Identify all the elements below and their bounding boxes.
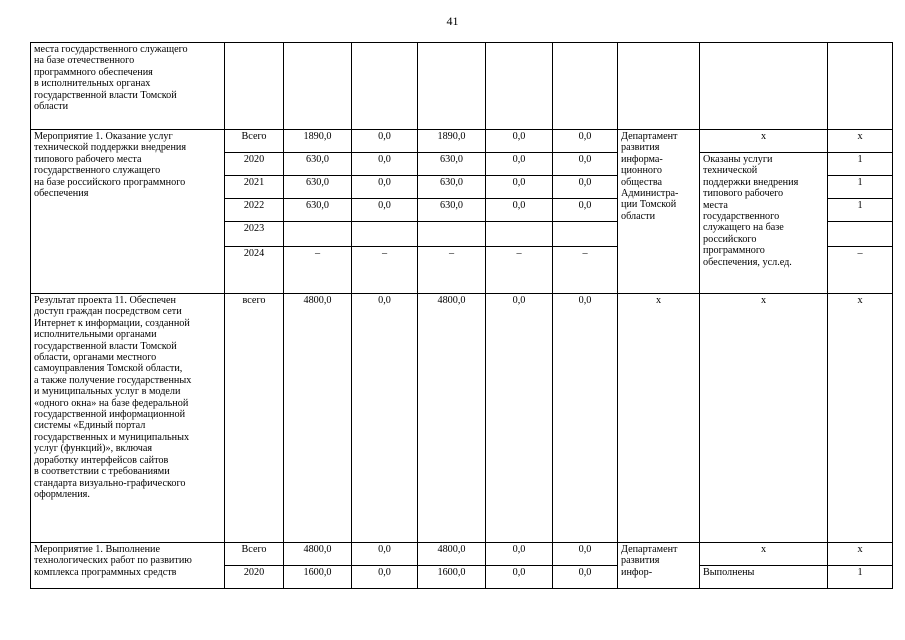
- other-cell: 0,0: [553, 153, 618, 176]
- total-cell: 1600,0: [284, 566, 352, 589]
- measure-name: места государственного служащего на базе отечественного программного обеспечения в исполнительных органах государственной власти Томской области: [31, 43, 225, 130]
- federal-cell: 0,0: [352, 294, 418, 543]
- year-cell: 2022: [225, 199, 284, 222]
- year-cell: 2023: [225, 222, 284, 247]
- total-cell: [284, 222, 352, 247]
- regional-cell: 4800,0: [418, 543, 486, 566]
- year-cell: Всего: [225, 130, 284, 153]
- regional-cell: 630,0: [418, 176, 486, 199]
- federal-cell: [352, 222, 418, 247]
- value-cell: [828, 222, 893, 247]
- federal-cell: 0,0: [352, 153, 418, 176]
- local-cell: 0,0: [486, 153, 553, 176]
- other-cell: 0,0: [553, 199, 618, 222]
- indicator-cell: Оказаны услуги технической поддержки внедрения типового рабочего места государственного служащего на базе российского программного обеспечения, усл.ед.: [700, 153, 828, 294]
- table-row: [31, 543, 893, 566]
- local-cell: –: [486, 247, 553, 294]
- year-cell: всего: [225, 294, 284, 543]
- regional-cell: –: [418, 247, 486, 294]
- table-row: [31, 130, 893, 153]
- other-cell: 0,0: [553, 130, 618, 153]
- local-cell: 0,0: [486, 176, 553, 199]
- local-cell: 0,0: [486, 566, 553, 589]
- federal-cell: 0,0: [352, 130, 418, 153]
- other-cell: 0,0: [553, 176, 618, 199]
- value-cell: x: [828, 543, 893, 566]
- federal-cell: 0,0: [352, 543, 418, 566]
- year-cell: 2024: [225, 247, 284, 294]
- other-cell: 0,0: [553, 566, 618, 589]
- regional-cell: [418, 222, 486, 247]
- total-cell: 630,0: [284, 153, 352, 176]
- table-row: [31, 43, 893, 130]
- federal-cell: –: [352, 247, 418, 294]
- federal-cell: 0,0: [352, 199, 418, 222]
- federal-cell: 0,0: [352, 176, 418, 199]
- other-cell: 0,0: [553, 294, 618, 543]
- local-cell: 0,0: [486, 294, 553, 543]
- regional-cell: 630,0: [418, 199, 486, 222]
- other-cell: –: [553, 247, 618, 294]
- indicator-cell: x: [700, 130, 828, 153]
- executor-cell: x: [618, 294, 700, 543]
- local-cell: 0,0: [486, 130, 553, 153]
- year-cell: Всего: [225, 543, 284, 566]
- total-cell: 630,0: [284, 199, 352, 222]
- local-cell: 0,0: [486, 199, 553, 222]
- year-cell: 2020: [225, 566, 284, 589]
- indicator-cell: Выполнены: [700, 566, 828, 589]
- indicator-cell: x: [700, 543, 828, 566]
- measure-name: Мероприятие 1. Оказание услуг технической поддержки внедрения типового рабочего места государственного служащего на базе российского программного обеспечения: [31, 130, 225, 294]
- local-cell: [486, 222, 553, 247]
- program-table: [30, 42, 893, 589]
- measure-name: Мероприятие 1. Выполнение технологических работ по развитию комплекса программных средств: [31, 543, 225, 589]
- value-cell: 1: [828, 153, 893, 176]
- other-cell: [553, 222, 618, 247]
- total-cell: 630,0: [284, 176, 352, 199]
- executor-cell: Департамент развития информа- ционного общества Администра- ции Томской области: [618, 130, 700, 294]
- value-cell: –: [828, 247, 893, 294]
- value-cell: 1: [828, 566, 893, 589]
- regional-cell: 4800,0: [418, 294, 486, 543]
- indicator-cell: x: [700, 294, 828, 543]
- federal-cell: 0,0: [352, 566, 418, 589]
- result-name: Результат проекта 11. Обеспечен доступ граждан посредством сети Интернет к информации, созданной исполнительными органами государственной власти Томской области, органами местного самоуправления Томской области, а также получение государственных и муниципальных услуг в модели «одного окна» на базе федеральной государственной информационной системы «Единый портал государственных и муниципальных услуг (функций)», включая доработку интерфейсов сайтов в соответствии с требованиями стандарта визуально-графического оформления.: [31, 294, 225, 543]
- value-cell: x: [828, 294, 893, 543]
- other-cell: 0,0: [553, 543, 618, 566]
- value-cell: 1: [828, 199, 893, 222]
- total-cell: 1890,0: [284, 130, 352, 153]
- regional-cell: 630,0: [418, 153, 486, 176]
- total-cell: 4800,0: [284, 294, 352, 543]
- total-cell: 4800,0: [284, 543, 352, 566]
- total-cell: –: [284, 247, 352, 294]
- value-cell: 1: [828, 176, 893, 199]
- value-cell: x: [828, 130, 893, 153]
- year-cell: 2021: [225, 176, 284, 199]
- regional-cell: 1600,0: [418, 566, 486, 589]
- table-row: [31, 294, 893, 543]
- year-cell: 2020: [225, 153, 284, 176]
- regional-cell: 1890,0: [418, 130, 486, 153]
- local-cell: 0,0: [486, 543, 553, 566]
- page-number: 41: [446, 14, 459, 28]
- executor-cell: Департамент развития инфор-: [618, 543, 700, 589]
